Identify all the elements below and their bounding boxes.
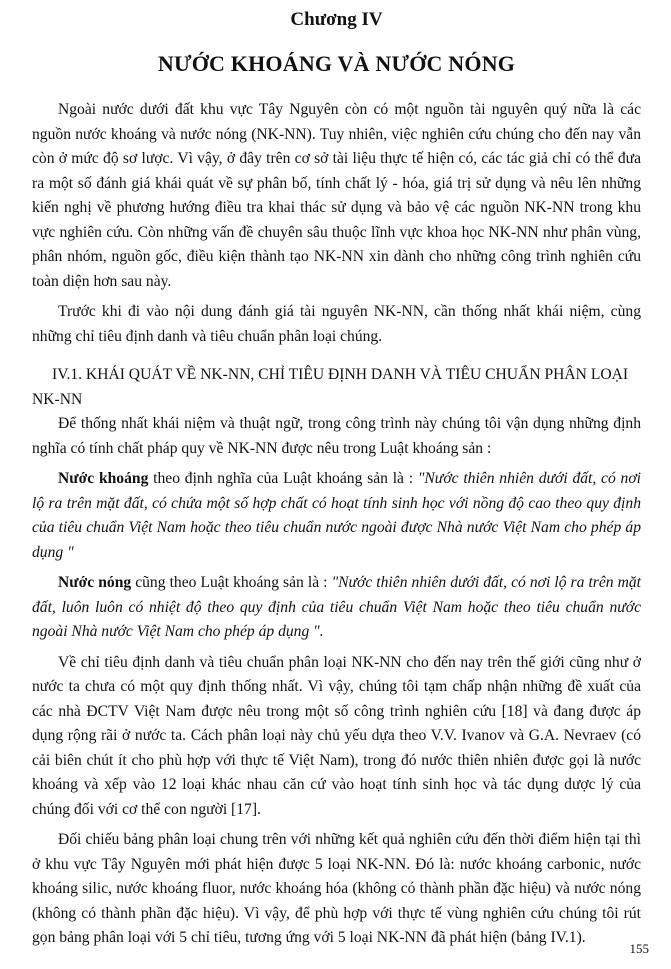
classification-paragraph: Về chỉ tiêu định danh và tiêu chuẩn phân loại NK-NN cho đến nay trên thế giới cũng như ở nước ta chưa có một quy định thống nhất. Vì vậy, chúng tôi tạm chấp nhận những đề xuất của các nhà ĐCTV Việt Nam được nêu trong một số công trình nghiên cứu [18] và đang được áp dụng rộng rãi ở nước ta. Cách phân loại này chủ yếu dựa theo V.V. Ivanov và G.A. Nevraev (có cải biên chút ít cho phù hợp với thực tế Việt Nam), trong đó nước thiên nhiên được gọi là nước khoáng và xếp vào 12 loại khác nhau căn cứ vào hoạt tính sinh học và tác dụng dược lý của chúng đối với cơ thể con người [17]. (32, 653, 641, 818)
section-intro-paragraph: Để thống nhất khái niệm và thuật ngữ, trong công trình này chúng tôi vận dụng những định nghĩa có tính chất pháp quy về NK-NN được nêu trong Luật khoáng sản : (32, 415, 641, 457)
definition-lead: theo định nghĩa của Luật khoáng sản là : (148, 470, 418, 487)
section-heading: IV.1. KHÁI QUÁT VỀ NK-NN, CHỈ TIÊU ĐỊNH DANH VÀ TIÊU CHUẨN PHÂN LOẠI NK-NN (32, 366, 629, 408)
definition-lead: cũng theo Luật khoáng sản là : (131, 574, 332, 591)
definition-paragraph-hot-water (32, 571, 641, 645)
definition-quote: "Nước thiên nhiên dưới đất, có nơi lộ ra trên mặt đất, luôn luôn có nhiệt độ theo quy định của tiêu chuẩn Việt Nam hoặc theo tiêu chuẩn nước ngoài Nhà nước Việt Nam cho phép áp dụng ". (32, 574, 642, 640)
page-number: 155 (629, 941, 649, 956)
definition-term: Nước nóng (58, 574, 132, 591)
chapter-label: Chương IV (290, 9, 383, 30)
chapter-title: NƯỚC KHOÁNG VÀ NƯỚC NÓNG (157, 51, 516, 76)
definition-paragraph-mineral-water (32, 467, 641, 565)
comparison-paragraph: Đối chiếu bảng phân loại chung trên với những kết quả nghiên cứu đến thời điểm hiện tại thì ở khu vực Tây Nguyên mới phát hiện được 5 loại NK-NN. Đó là: nước khoáng carbonic, nước khoáng silic, nước khoáng fluor, nước khoáng hóa (không có thành phần đặc hiệu) và nước nóng (không có thành phần đặc hiệu). Vì vậy, để phù hợp với thực tế vùng nghiên cứu chúng tôi rút gọn bảng phân loại với 5 chỉ tiêu, tương ứng với 5 loại NK-NN đã phát hiện (bảng IV.1). (32, 831, 641, 946)
definition-quote: "Nước thiên nhiên dưới đất, có nơi lộ ra trên mặt đất, có chứa một số hợp chất có hoạt tính sinh học với nồng độ cao theo quy định của tiêu chuẩn Việt Nam hoặc theo tiêu chuẩn nước ngoài được Nhà nước Việt Nam cho phép áp dụng " (32, 470, 641, 561)
definition-term: Nước khoáng (58, 470, 149, 487)
intro-paragraph-1: Ngoài nước dưới đất khu vực Tây Nguyên còn có một nguồn tài nguyên quý nữa là các nguồn nước khoáng và nước nóng (NK-NN). Tuy nhiên, việc nghiên cứu chúng cho đến nay vẫn còn ở mức độ sơ lược. Vì vậy, ở đây trên cơ sở tài liệu thực tế hiện có, các tác giả chỉ có thể đưa ra một số đánh giá khái quát về sự phân bố, tính chất lý - hóa, giá trị sử dụng và nêu lên những kiến nghị về phương hướng điều tra khai thác sử dụng và bảo vệ các nguồn NK-NN trong khu vực nghiên cứu. Còn những vấn đề chuyên sâu thuộc lĩnh vực khoa học NK-NN như phân vùng, phân nhóm, nguồn gốc, điều kiện thành tạo NK-NN xin dành cho những công trình nghiên cứu toàn diện hơn sau này. (32, 101, 641, 290)
intro-paragraph-2: Trước khi đi vào nội dung đánh giá tài nguyên NK-NN, cần thống nhất khái niệm, cùng những chỉ tiêu định danh và tiêu chuẩn phân loại chúng. (32, 303, 641, 345)
